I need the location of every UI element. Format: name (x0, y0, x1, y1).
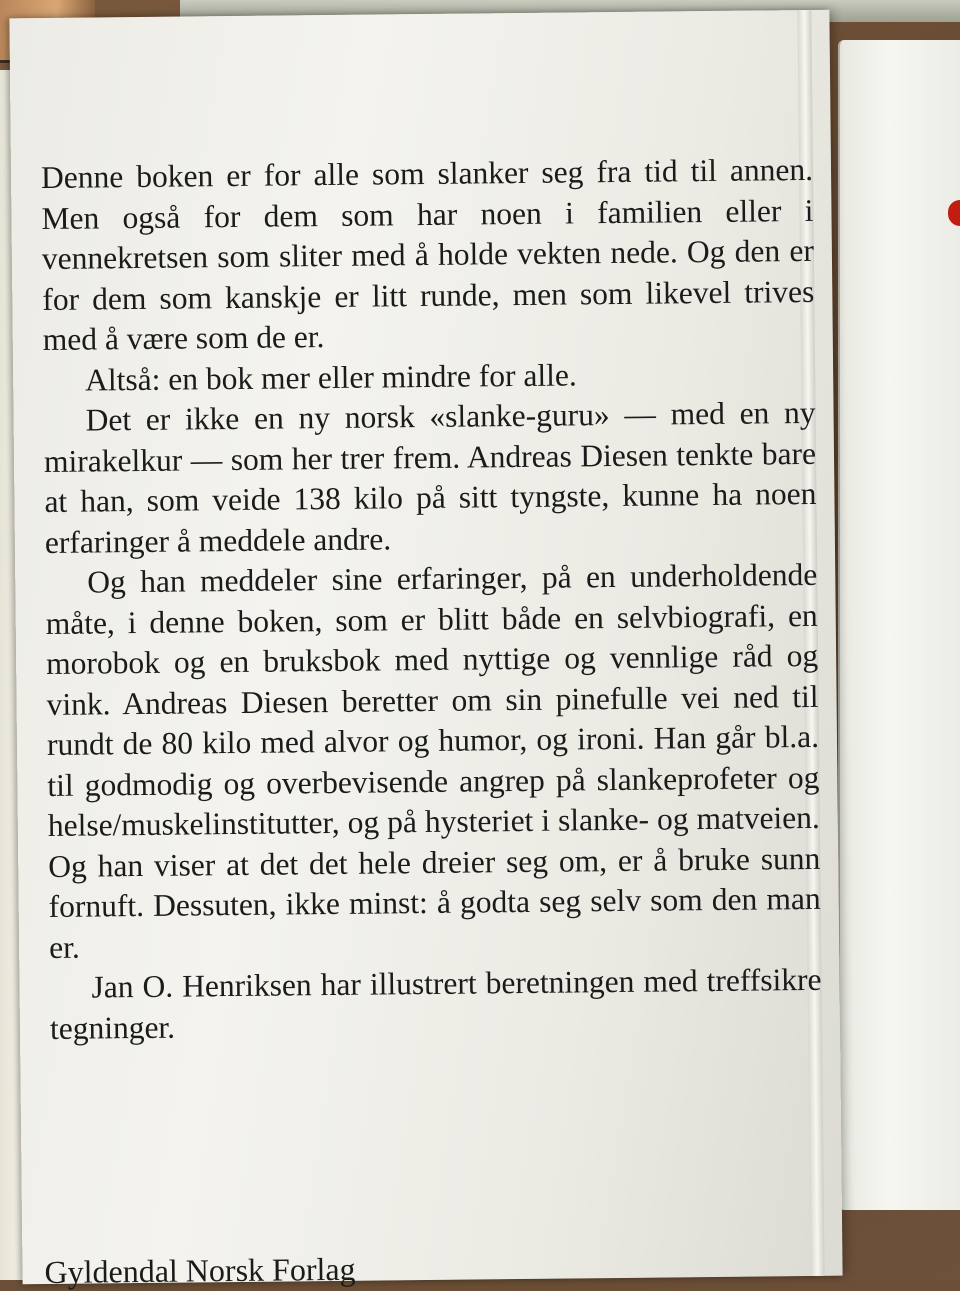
blurb-paragraph-4: Og han meddeler sine erfaringer, på en underholdende måte, i denne boken, som er blitt både en selvbiografi, en morobok og en bruksbok med nyttige og vennlige råd og vink. Andreas Diesen beretter om sin pinefulle vei ned til rundt de 80 kilo med alvor og humor, og ironi. Han går bl.a. til godmodig og overbevisende angrep på slankeprofeter og helse/muskelinstitutter, og på hysteriet i slanke- og matveien. Og han viser at det det hele dreier seg om, er å bruke sunn fornuft. Dessuten, ikke minst: å godta seg selv som den man er. (45, 556, 821, 965)
background-book-right (838, 40, 960, 1210)
blurb-paragraph-3: Det er ikke en ny norsk «slanke-guru» — med en ny mirakelkur — som her trer frem. Andreas Diesen tenkte bare at han, som veide 138 kilo på sitt tyngste, kunne ha noen erfaringer å meddele andre. (43, 394, 817, 560)
blurb-paragraph-2: Altså: en bok mer eller mindre for alle. (84, 356, 577, 398)
blurb-paragraph-5: Jan O. Henriksen har illustrert beretningen med treffsikre tegninger. (49, 961, 822, 1046)
publisher-name: Gyldendal Norsk Forlag (44, 1250, 356, 1291)
book-back-cover (9, 10, 842, 1291)
blurb-text (41, 150, 822, 1049)
blurb-paragraph-1: Denne boken er for alle som slanker seg fra tid til annen. Men også for dem som har noen i familien eller i vennekretsen som sliter med å holde vekten nede. Og den er for dem som kanskje er litt runde, men som likevel trives med å være som de er. (40, 151, 815, 357)
